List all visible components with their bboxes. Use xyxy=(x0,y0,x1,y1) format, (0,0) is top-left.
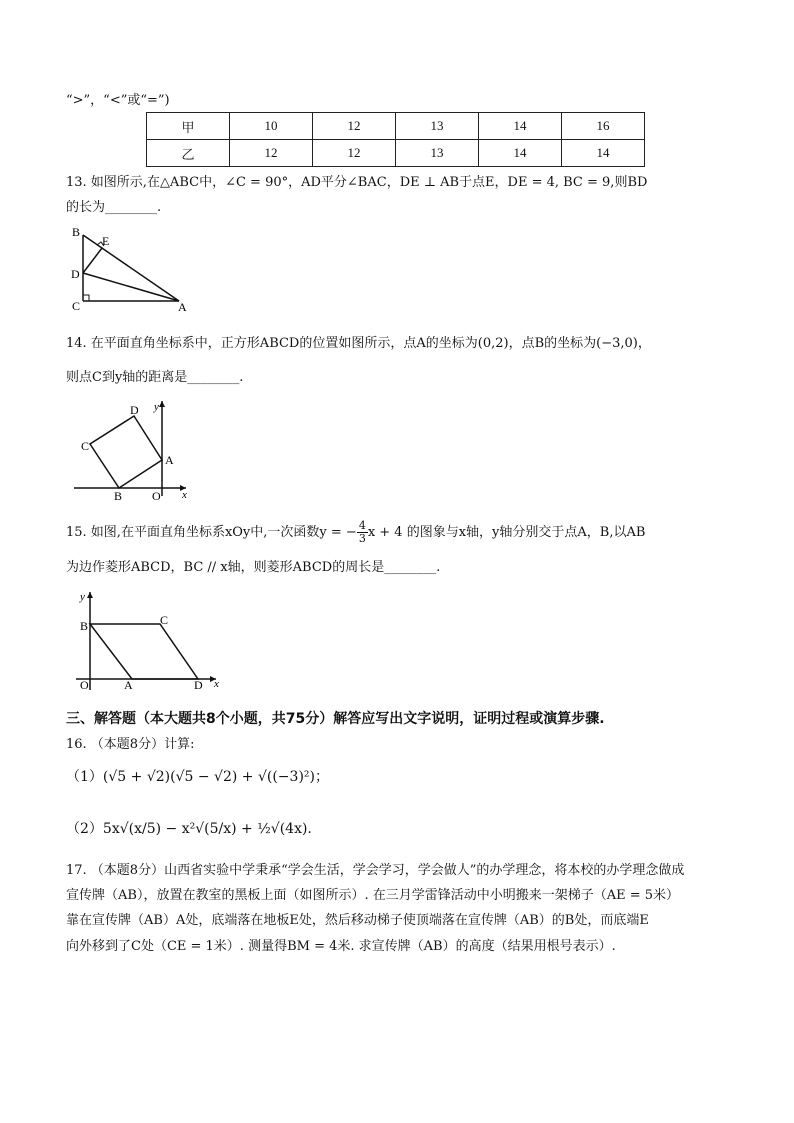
table-row xyxy=(147,113,645,140)
table-cell: 13 xyxy=(396,140,479,167)
row-label: 甲 xyxy=(147,113,230,140)
q14-square-figure xyxy=(66,396,196,504)
table-cell: 14 xyxy=(479,140,562,167)
q13-text-line2: 的长为________. xyxy=(66,200,162,215)
label-O: O xyxy=(152,489,161,503)
fraction-denominator: 3 xyxy=(358,532,366,545)
q15-text-line2: 为边作菱形ABCD，BC // x轴，则菱形ABCD的周长是________. xyxy=(66,560,441,575)
label-C: C xyxy=(72,299,81,313)
comparison-instruction: “>”，“<”或“=”) xyxy=(66,93,170,108)
label-A: A xyxy=(178,300,187,314)
label-y: y xyxy=(154,401,159,413)
fraction-numerator: 4 xyxy=(358,519,366,532)
q15-text-line1 xyxy=(66,520,645,545)
q16-part1: （1）(√5 + √2)(√5 − √2) + √((−3)²)； xyxy=(66,769,329,785)
label-E: E xyxy=(102,234,110,248)
label-D: D xyxy=(130,403,139,417)
label-O: O xyxy=(80,678,89,692)
label-A: A xyxy=(165,453,174,467)
table-cell: 10 xyxy=(230,113,313,140)
table-cell: 12 xyxy=(313,140,396,167)
label-D: D xyxy=(194,678,203,692)
label-A: A xyxy=(124,678,133,692)
label-C: C xyxy=(160,613,169,627)
q17-text-line4: 向外移到了C处（CE = 1米）. 测量得BM = 4米. 求宣传牌（AB）的高度（结果用根号表示）. xyxy=(66,939,616,954)
section-heading: 三、解答题（本大题共8个小题，共75分）解答应写出文字说明，证明过程或演算步骤. xyxy=(66,711,605,727)
row-label: 乙 xyxy=(147,140,230,167)
table-row xyxy=(147,140,645,167)
q15-rhombus-figure xyxy=(66,586,226,692)
label-x: x xyxy=(214,678,219,690)
table-cell: 16 xyxy=(562,113,645,140)
q17-text-line2: 宣传牌（AB），放置在教室的黑板上面（如图所示）. 在三月学雷锋活动中小明搬来一架梯子（AE = 5米） xyxy=(66,888,680,903)
label-y: y xyxy=(80,591,85,603)
label-C: C xyxy=(81,439,90,453)
table-cell: 13 xyxy=(396,113,479,140)
q16-title: 16. （本题8分）计算: xyxy=(66,737,195,752)
label-B: B xyxy=(114,489,123,503)
label-B: B xyxy=(72,225,81,239)
label-D: D xyxy=(71,267,80,281)
q13-text-line1: 13. 如图所示,在△ABC中，∠C = 90°，AD平分∠BAC，DE ⊥ AB于点E，DE = 4, BC = 9,则BD xyxy=(66,175,648,190)
table-cell: 12 xyxy=(230,140,313,167)
table-cell: 14 xyxy=(479,113,562,140)
comparison-table xyxy=(146,112,645,167)
q15-text-part-b: x + 4 的图象与x轴，y轴分别交于点A，B,以AB xyxy=(367,525,646,540)
q17-text-line3: 靠在宣传牌（AB）A处，底端落在地板E处，然后移动梯子使顶端落在宣传牌（AB）的B处，而底端E xyxy=(66,913,649,928)
table-cell: 12 xyxy=(313,113,396,140)
label-B: B xyxy=(80,619,89,633)
q17-text-line1: 17. （本题8分）山西省实验中学秉承“学会生活，学会学习，学会做人”的办学理念，将本校的办学理念做成 xyxy=(66,863,685,878)
q14-text-line1: 14. 在平面直角坐标系中，正方形ABCD的位置如图所示，点A的坐标为(0,2)，点B的坐标为(−3,0)， xyxy=(66,336,651,351)
label-x: x xyxy=(182,489,187,501)
q14-text-line2: 则点C到y轴的距离是________. xyxy=(66,370,244,385)
q15-text-part-a: 15. 如图,在平面直角坐标系xOy中,一次函数y = − xyxy=(66,525,357,540)
q16-part2: （2）5x√(x/5) − x²√(5/x) + ½√(4x). xyxy=(66,821,312,837)
q13-triangle-figure xyxy=(66,222,196,314)
table-cell: 14 xyxy=(562,140,645,167)
fraction xyxy=(357,520,368,545)
